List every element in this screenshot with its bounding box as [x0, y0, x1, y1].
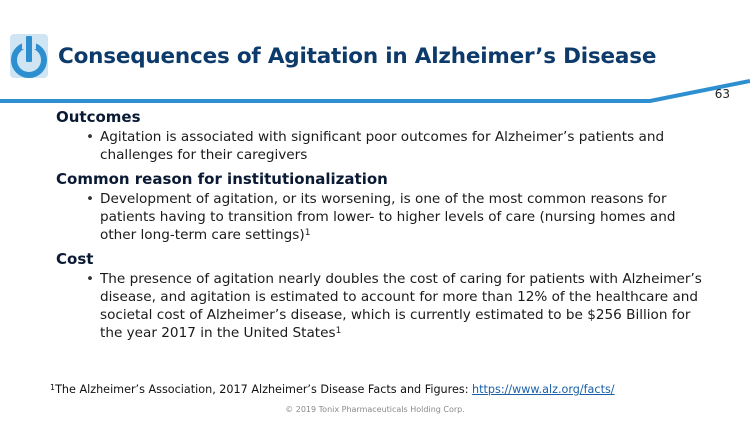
slide-title: Consequences of Agitation in Alzheimer’s Disease [58, 44, 657, 69]
bullet-outcomes [56, 128, 706, 164]
slide-body [56, 108, 706, 348]
bullet-list [56, 128, 706, 164]
tonix-power-logo-icon [6, 30, 52, 80]
bullet-list [56, 190, 706, 244]
bullet-text: The presence of agitation nearly doubles the cost of caring for patients with Alzheimer’s disease, and agitation is estimated to account for more than 12% of the healthcare and societal cost of Alzheimer’s disease, which is currently estimated to be $256 Billion for the year 2017 in the United States [100, 271, 702, 341]
bullet-list [56, 270, 706, 342]
bullet-cost [56, 270, 706, 342]
section-heading-cost: Cost [56, 250, 94, 268]
section-heading-outcomes: Outcomes [56, 108, 141, 126]
footnote-link[interactable]: https://www.alz.org/facts/ [472, 383, 615, 396]
bullet-text: Agitation is associated with significant poor outcomes for Alzheimer’s patients and challenges for their caregivers [100, 129, 665, 163]
copyright-notice: © 2019 Tonix Pharmaceuticals Holding Corp. [285, 405, 465, 414]
footnote-ref: 1 [335, 326, 342, 336]
footnote-ref: 1 [304, 228, 311, 238]
bullet-institutionalization [56, 190, 706, 244]
page-number: 63 [714, 87, 730, 101]
footnote [50, 383, 615, 396]
header-divider [0, 77, 750, 107]
section-heading-institutionalization: Common reason for institutionalization [56, 170, 388, 188]
bullet-text: Development of agitation, or its worsening, is one of the most common reasons for patients having to transition from lower- to higher levels of care (nursing homes and other long-term care settings) [100, 191, 676, 243]
footnote-marker: 1 [50, 383, 56, 392]
footnote-text: The Alzheimer’s Association, 2017 Alzheimer’s Disease Facts and Figures: [55, 383, 473, 396]
